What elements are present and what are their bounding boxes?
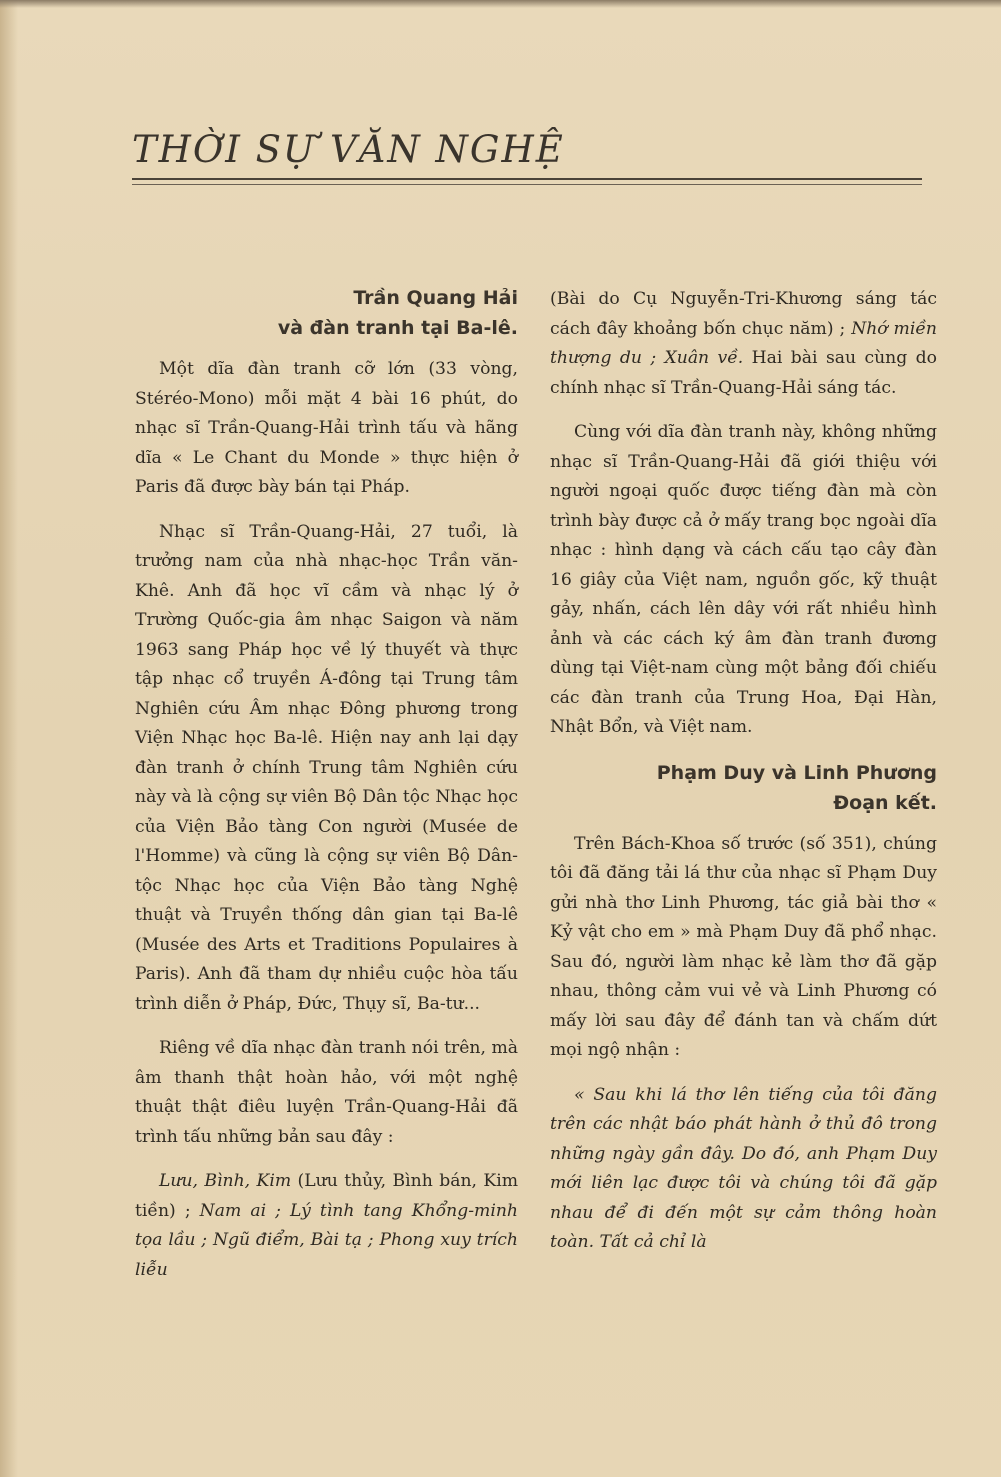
article-1-paragraph-4 <box>135 1167 518 1285</box>
song-note-2: (Bài do Cụ Nguyễn-Tri-Khương sáng tác cách đây khoảng bốn chục năm) ; <box>550 289 937 339</box>
left-column <box>135 283 518 1300</box>
header-rule <box>132 178 922 180</box>
article-1-paragraph-1: Một dĩa đàn tranh cỡ lớn (33 vòng, Stéréo-Mono) mỗi mặt 4 bài 16 phút, do nhạc sĩ Trần-Quang-Hải trình tấu và hãng dĩa « Le Chant du Monde » thực hiện ở Paris đã được bày bán tại Pháp. <box>135 359 518 497</box>
article-1-title <box>135 283 518 343</box>
article-1-title-line-2: và đàn tranh tại Ba-lê. <box>277 317 518 339</box>
song-list-1: Lưu, Bình, Kim <box>159 1171 292 1191</box>
section-title: THỜI SỰ VĂN NGHỆ <box>132 128 565 171</box>
article-2-title-line-1: Phạm Duy và Linh Phương <box>656 761 937 784</box>
song-note-1: (Lưu thủy, Bình bán, Kim tiền) ; <box>135 1171 518 1221</box>
article-2-paragraph-1: Trên Bách-Khoa số trước (số 351), chúng tôi đã đăng tải lá thư của nhạc sĩ Phạm Duy gửi nhà thơ Linh Phương, tác giả bài thơ « Kỷ vật cho em » mà Phạm Duy đã phổ nhạc. Sau đó, người làm nhạc kẻ làm thơ đã gặp nhau, thông cảm vui vẻ và Linh Phương có mấy lời sau đây để đánh tan và chấm dứt mọi ngộ nhận : <box>550 833 937 1060</box>
song-list-3: Nhớ miền thượng du ; Xuân về. <box>550 318 937 368</box>
header-rule-thin <box>132 184 922 185</box>
song-list-2: Nam ai ; Lý tình tang Khổng-minh tọa lầu ; Ngũ điểm, Bài tạ ; Phong xuy trích liễu <box>135 1200 518 1280</box>
article-1-paragraph-3: Riêng về dĩa nhạc đàn tranh nói trên, mà âm thanh thật hoàn hảo, với một nghệ thuật thật điêu luyện Trần-Quang-Hải đã trình tấu những bản sau đây : <box>135 1038 518 1147</box>
article-1-paragraph-5: Cùng với dĩa đàn tranh này, không những nhạc sĩ Trần-Quang-Hải đã giới thiệu với người ngoại quốc được tiếng đàn mà còn trình bày được cả ở mấy trang bọc ngoài dĩa nhạc : hình dạng và cách cấu tạo cây đàn 16 giây của Việt nam, nguồn gốc, kỹ thuật gảy, nhấn, cách lên dây với rất nhiều hình ảnh và các cách ký âm đàn tranh đương dùng tại Việt-nam cùng một bảng đối chiếu các đàn tranh của Trung Hoa, Đại Hàn, Nhật Bổn, và Việt nam. <box>550 422 937 737</box>
right-column <box>550 285 937 1273</box>
article-1-paragraph-2: Nhạc sĩ Trần-Quang-Hải, 27 tuổi, là trưởng nam của nhà nhạc-học Trần văn-Khê. Anh đã học vĩ cầm và nhạc lý ở Trường Quốc-gia âm nhạc Saigon và năm 1963 sang Pháp học về lý thuyết và thực tập nhạc cổ truyền Á-đông tại Trung tâm Nghiên cứu Âm nhạc Đông phương trong Viện Nhạc học Ba-lê. Hiện nay anh lại dạy đàn tranh ở chính Trung tâm Nghiên cứu này và là cộng sự viên Bộ Dân tộc Nhạc học của Viện Bảo tàng Con người (Musée de l'Homme) và cũng là cộng sự viên Bộ Dân-tộc Nhạc học của Viện Bảo tàng Nghệ thuật và Truyền thống dân gian tại Ba-lê (Musée des Arts et Traditions Populaires à Paris). Anh đã tham dự nhiều cuộc hòa tấu trình diễn ở Pháp, Đức, Thụy sĩ, Ba-tư... <box>135 521 518 1014</box>
article-2-title <box>550 758 937 818</box>
song-note-3: Hai bài sau cùng do chính nhạc sĩ Trần-Quang-Hải sáng tác. <box>550 348 937 398</box>
article-2-title-line-2: Đoạn kết. <box>833 791 937 814</box>
article-1-title-line-1: Trần Quang Hải <box>353 287 518 309</box>
article-1-paragraph-4-continued <box>550 285 937 403</box>
article-2-quote: « Sau khi lá thơ lên tiếng của tôi đăng trên các nhật báo phát hành ở thủ đô trong những ngày gần đây. Do đó, anh Phạm Duy mới liên lạc được tôi và chúng tôi đã gặp nhau để đi đến một sự cảm thông hoàn toàn. Tất cả chỉ là <box>550 1084 937 1252</box>
